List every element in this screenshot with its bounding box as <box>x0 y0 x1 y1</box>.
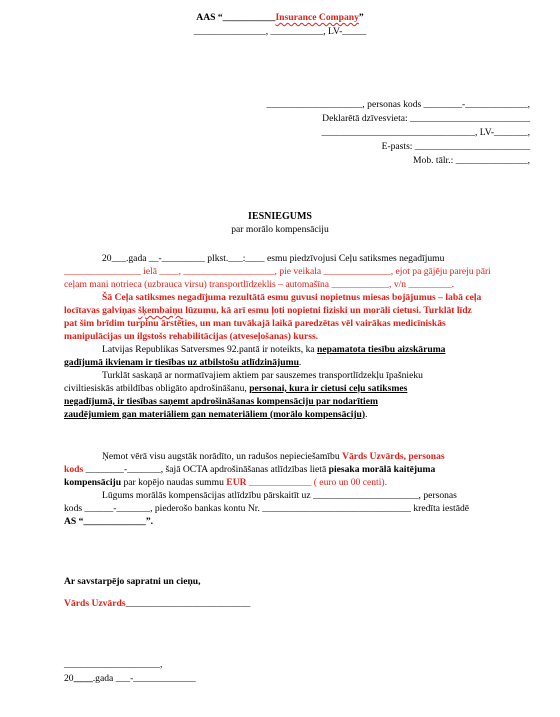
payment-line-1a: Lūgums morālās kompensācijas atlīdzību pārskaitīt uz <box>102 490 314 501</box>
incident-line-3: ceļam mani notrieca (uzbrauca virsu) transportlīdzeklis – automašīna <box>64 278 330 290</box>
paragraph-payment <box>64 490 530 529</box>
constitution-line-1b: nepamatota tiesību aizskāruma <box>317 344 446 355</box>
insurer-prefix: AAS “___________ <box>196 12 276 23</box>
constitution-line-2-end: . <box>298 356 302 368</box>
incident-line-2: ________________ ielā ____, ___________________, pie veikala ______________, ejot pa gājēju pareju pāri <box>64 265 491 277</box>
constitution-line-1a: Latvijas Republikas Satversmes 92.pantā ir noteikts, ka <box>102 344 318 355</box>
footer-date-year: 20 <box>64 673 74 684</box>
insurer-address: _______________, ___________, LV-_____ <box>193 26 367 37</box>
closing-line: Ar savstarpējo sapratni un cieņu, <box>64 576 201 587</box>
sender-address <box>322 113 530 125</box>
insurer-company-name: Insurance Company <box>275 12 359 23</box>
sender-phone: Mob. tālr.: _______________, <box>413 155 530 166</box>
paragraph-injuries <box>64 292 530 344</box>
payment-bank-blank: _____________ <box>83 515 146 527</box>
incident-vehicle-blank: ____________, v/n _________. <box>329 278 455 290</box>
sender-name-line: ____________________, personas kods ________-_____________, <box>266 99 530 110</box>
injuries-line-2b: lūzumu, kā arī esmu ļoti nopietni fiziski un morāli cietusi. Turklāt līdz <box>182 304 472 316</box>
footer-sign-line: ____________________, <box>64 659 163 670</box>
claim-name-personal-code: Vārds Uzvārds, personas <box>342 451 445 462</box>
claim-line-2c: šajā OCTA apdrošināšanas atlīdzības lietā <box>163 463 329 475</box>
payment-line-2: kods ______-_______, piederošo bankas kontu Nr. _______________________________ kredīta iestādē <box>64 502 470 514</box>
signature-name: Vārds Uzvārds <box>64 598 126 609</box>
claim-currency: EUR <box>226 476 247 488</box>
claim-amount-blank: _____________ ( euro un 00 centi). <box>246 476 387 488</box>
claim-line-1a: Ņemot vērā visu augstāk norādīto, un radušos nepieciešamību <box>102 451 343 462</box>
document-subtitle: par morālo kompensāciju <box>231 224 329 235</box>
injuries-line-1: Šā Ceļa satiksmes negadījuma rezultātā esmu guvusi nopietnus miesas bojājumus – labā ceļa <box>102 292 482 303</box>
footer-date <box>64 673 196 685</box>
paragraph-insurance-law <box>64 370 530 422</box>
claim-line-2d: piesaka morālā kaitējuma <box>328 463 436 475</box>
incident-line-1: 20___.gada __-_________ plkst.___:____ esmu piedzīvojusi Ceļu satiksmes negadījumu <box>102 253 445 264</box>
claim-code-label: kods <box>64 463 84 475</box>
insurance-law-line-4: zaudējumiem gan materiāliem gan nemateriāliem (morālo kompensāciju) <box>64 408 366 420</box>
document-title: IESNIEGUMS <box>248 211 312 222</box>
insurance-law-line-3: negadījumā, ir tiesības saņemt apdrošināšanas kompensāciju par nodarītiem <box>64 395 378 407</box>
sender-email: E-pasts: ________________________ <box>381 141 530 152</box>
footer-date-year-blank: ____ <box>73 673 93 684</box>
sender-address-label: Deklarētā dzīvesvieta: <box>322 113 408 124</box>
payment-bank-suffix: ”. <box>145 515 154 527</box>
insurance-law-line-2a: civiltiesiskās atbildības obligāto apdrošināšanu, <box>64 382 250 394</box>
paragraph-constitution <box>64 344 530 370</box>
injuries-line-4: manipulācijas un ilgstošs rehabilitācijas (atveseļošanas) kurss. <box>64 330 319 342</box>
paragraph-claim <box>64 451 530 490</box>
paragraph-incident <box>64 253 530 292</box>
claim-compensation-word: kompensāciju <box>64 476 122 488</box>
sender-address-blank: _________________________ <box>407 113 530 124</box>
footer-date-rest: .gada ___-_____________ <box>92 673 196 684</box>
injuries-line-3: pat šim brīdim turpinu ārstēties, un man tuvākajā laikā paredzētas vēl vairākas medicīniskās <box>64 317 446 329</box>
payment-line-1c: , personas <box>418 490 457 501</box>
insurer-header <box>0 12 560 24</box>
constitution-line-2: gadījumā ikvienam ir tiesības uz atbilstošu atlīdzinājumu <box>64 356 299 368</box>
insurance-law-line-1: Turklāt saskaņā ar normatīvajiem aktiem par sauszemes transportlīdzekļu īpašnieku <box>102 370 423 381</box>
insurer-suffix: ” <box>358 12 364 23</box>
injuries-spellcheck-word: šķembaiņu <box>138 304 183 316</box>
payment-recipient-blank: ______________________ <box>313 490 419 501</box>
signature-blank: __________________________ <box>125 598 251 609</box>
payment-bank-prefix: AS “ <box>64 515 84 527</box>
insurance-law-line-4-end: . <box>365 408 368 420</box>
sender-address-line2: ________________________________, LV-_______, <box>321 127 530 138</box>
injuries-line-2a: locītavas galviņas <box>64 304 139 316</box>
signature-line <box>64 598 250 610</box>
claim-code-blank: ________-_______, <box>83 463 164 475</box>
claim-line-3b: par kopējo naudas summu <box>121 476 227 488</box>
insurance-law-line-2b: personai, kura ir cietusi ceļu satiksmes <box>249 382 408 394</box>
